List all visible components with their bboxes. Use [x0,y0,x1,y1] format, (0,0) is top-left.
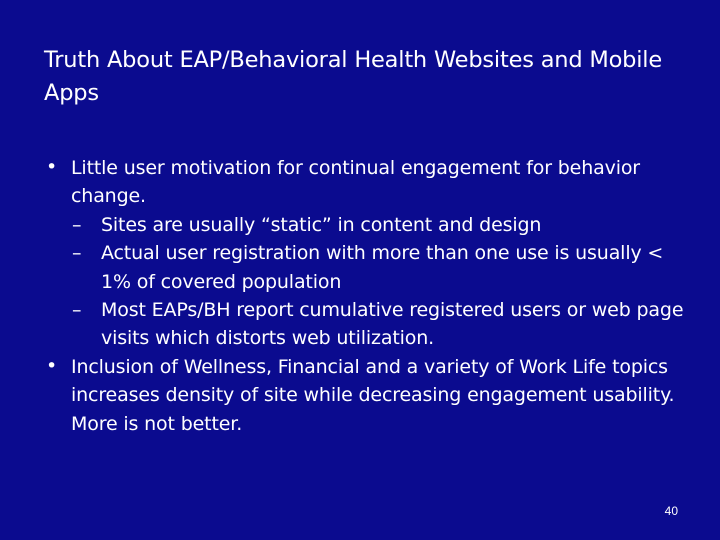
dash-icon: – [72,299,82,322]
sub-bullet-text: Most EAPs/BH report cumulative registered users or web page visits which distorts web utilization. [101,299,684,350]
sub-bullet-item [44,239,684,296]
bullet-text: Little user motivation for continual engagement for behavior change. [71,157,640,208]
bullet-item [44,353,684,438]
slide-content [44,154,684,438]
sub-bullet-item [44,211,684,239]
dash-icon: – [72,213,82,236]
bullet-icon: • [46,354,58,377]
dash-icon: – [72,242,82,265]
page-number: 40 [664,504,678,518]
sub-bullet-text: Sites are usually “static” in content and design [101,213,542,236]
sub-bullet-item [44,296,684,353]
sub-bullet-text: Actual user registration with more than one use is usually < 1% of covered population [101,242,664,293]
bullet-item [44,154,684,211]
bullet-text: Inclusion of Wellness, Financial and a variety of Work Life topics increases density of site while decreasing engagement usability. More is not better. [71,355,675,435]
bullet-icon: • [46,156,58,178]
slide-title: Truth About EAP/Behavioral Health Websites and Mobile Apps [44,47,663,106]
